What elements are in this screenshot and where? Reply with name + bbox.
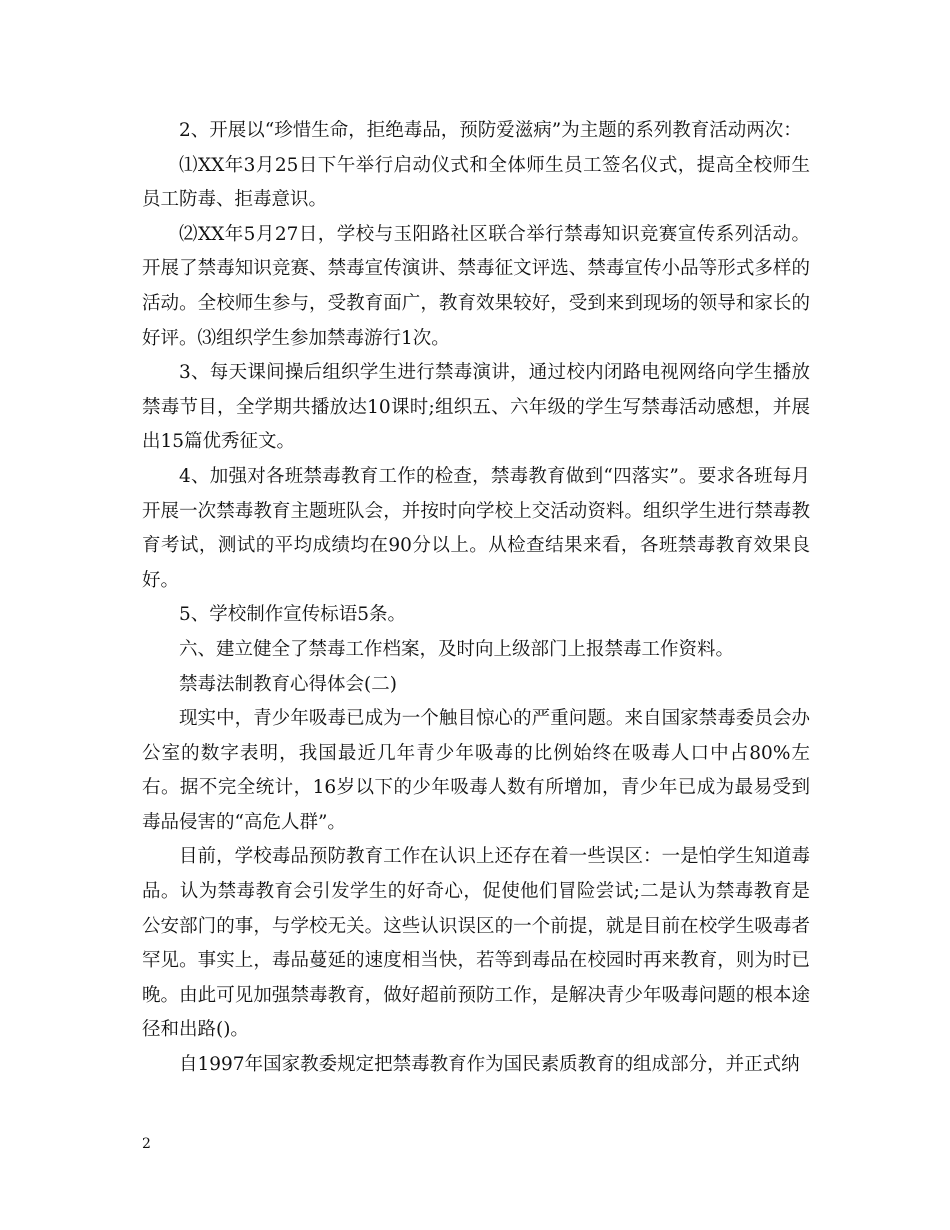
paragraph: 自1997年国家教委规定把禁毒教育作为国民素质教育的组成部分，并正式纳 xyxy=(179,1054,800,1076)
paragraph: 现实中，青少年吸毒已成为一个触目惊心的严重问题。来自国家禁毒委员会办公室的数字表明，我国最近几年青少年吸毒的比例始终在吸毒人口中占80%左右。据不完全统计，16岁以下的少年吸毒人数有所增加，青少年已成为最易受到毒品侵害的“高危人群”。 xyxy=(142,708,810,833)
paragraph: 5、学校制作宣传标语5条。 xyxy=(179,604,407,626)
paragraph: ⑵XX年5月27日，学校与玉阳路社区联合举行禁毒知识竞赛宣传系列活动。开展了禁毒知识竞赛、禁毒宣传演讲、禁毒征文评选、禁毒宣传小品等形式多样的活动。全校师生参与，受教育面广，教育效果较好，受到来到现场的领导和家长的好评。⑶组织学生参加禁毒游行1次。 xyxy=(142,223,810,349)
section-heading: 禁毒法制教育心得体会(二) xyxy=(179,673,397,695)
paragraph: ⑴XX年3月25日下午举行启动仪式和全体师生员工签名仪式，提高全校师生员工防毒、拒毒意识。 xyxy=(142,154,810,211)
paragraph: 4、加强对各班禁毒教育工作的检查，禁毒教育做到“四落实”。要求各班每月开展一次禁毒教育主题班队会，并按时向学校上交活动资料。组织学生进行禁毒教育考试，测试的平均成绩均在90分以上。从检查结果来看，各班禁毒教育效果良好。 xyxy=(142,465,810,591)
paragraph: 六、建立健全了禁毒工作档案，及时向上级部门上报禁毒工作资料。 xyxy=(179,638,735,660)
paragraph: 3、每天课间操后组织学生进行禁毒演讲，通过校内闭路电视网络向学生播放禁毒节目，全学期共播放达10课时;组织五、六年级的学生写禁毒活动感想，并展出15篇优秀征文。 xyxy=(142,362,810,453)
paragraph: 2、开展以“珍惜生命，拒绝毒品，预防爱滋病”为主题的系列教育活动两次： xyxy=(179,120,802,141)
document-body xyxy=(142,114,810,1083)
paragraph: 目前，学校毒品预防教育工作在认识上还存在着一些误区：一是怕学生知道毒品。认为禁毒教育会引发学生的好奇心，促使他们冒险尝试;二是认为禁毒教育是公安部门的事，与学校无关。这些认识误区的一个前提，就是目前在校学生吸毒者罕见。事实上，毒品蔓延的速度相当快，若等到毒品在校园时再来教育，则为时已晚。由此可见加强禁毒教育，做好超前预防工作，是解决青少年吸毒问题的根本途径和出路()。 xyxy=(142,846,810,1041)
page-number: 2 xyxy=(142,1136,151,1152)
